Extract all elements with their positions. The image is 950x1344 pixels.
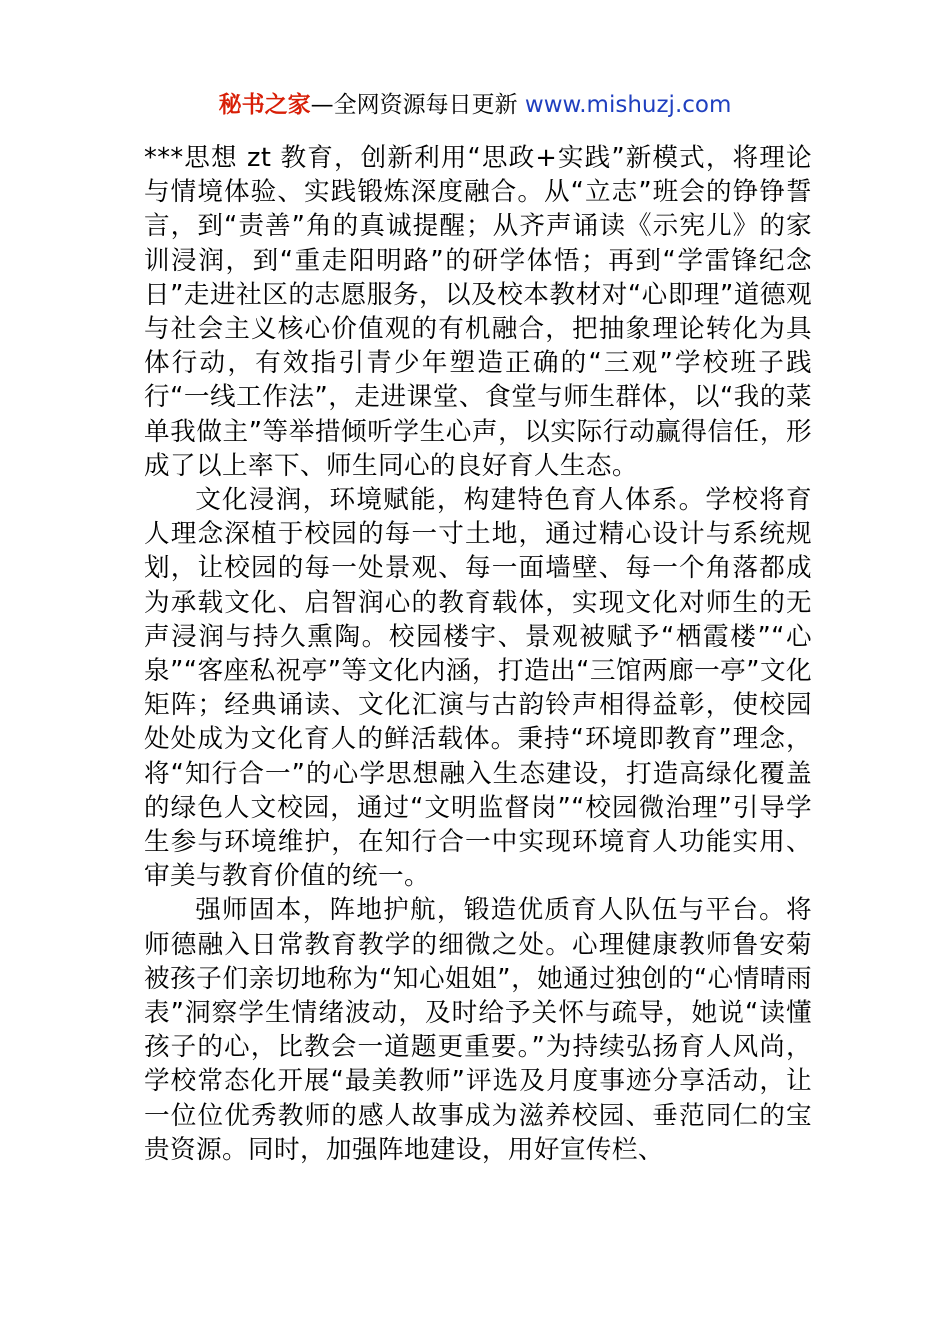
site-tagline: —全网资源每日更新 [310,92,525,118]
site-url-link[interactable]: www.mishuzj.com [524,92,732,118]
paragraph-1: ***思想 zt 教育，创新利用“思政+实践”新模式，将理论与情境体验、实践锻炼深度融合。从“立志”班会的铮铮誓言，到“责善”角的真诚提醒；从齐声诵读《示宪儿》的家训浸润，到“重走阳明路”的研学体悟；再到“学雷锋纪念日”走进社区的志愿服务，以及校本教材对“心即理”道德观与社会主义核心价值观的有机融合，把抽象理论转化为具体行动，有效指引青少年塑造正确的“三观”学校班子践行“一线工作法”，走进课堂、食堂与师生群体，以“我的菜单我做主”等举措倾听学生心声，以实际行动赢得信任，形成了以上率下、师生同心的良好育人生态。 [144,143,812,481]
paragraph-3: 强师固本，阵地护航，锻造优质育人队伍与平台。将师德融入日常教育教学的细微之处。心理健康教师鲁安菊被孩子们亲切地称为“知心姐姐”，她通过独创的“心情晴雨表”洞察学生情绪波动，及时给予关怀与疏导，她说“读懂孩子的心，比教会一道题更重要。”为持续弘扬育人风尚，学校常态化开展“最美教师”评选及月度事迹分享活动，让一位位优秀教师的感人故事成为滋养校园、垂范同仁的宝贵资源。同时，加强阵地建设，用好宣传栏、 [144,895,812,1165]
site-brand: 秘书之家 [218,92,311,118]
document-body [144,141,812,1167]
site-header [0,90,950,120]
paragraph-2: 文化浸润，环境赋能，构建特色育人体系。学校将育人理念深植于校园的每一寸土地，通过精心设计与系统规划，让校园的每一处景观、每一面墙壁、每一个角落都成为承载文化、启智润心的教育载体，实现文化对师生的无声浸润与持久熏陶。校园楼宇、景观被赋予“栖霞楼”“心泉”“客座私祝亭”等文化内涵，打造出“三馆两廊一亭”文化矩阵；经典诵读、文化汇演与古韵铃声相得益彰，使校园处处成为文化育人的鲜活载体。秉持“环境即教育”理念，将“知行合一”的心学思想融入生态建设，打造高绿化覆盖的绿色人文校园，通过“文明监督岗”“校园微治理”引导学生参与环境维护，在知行合一中实现环境育人功能实用、审美与教育价值的统一。 [144,485,812,892]
